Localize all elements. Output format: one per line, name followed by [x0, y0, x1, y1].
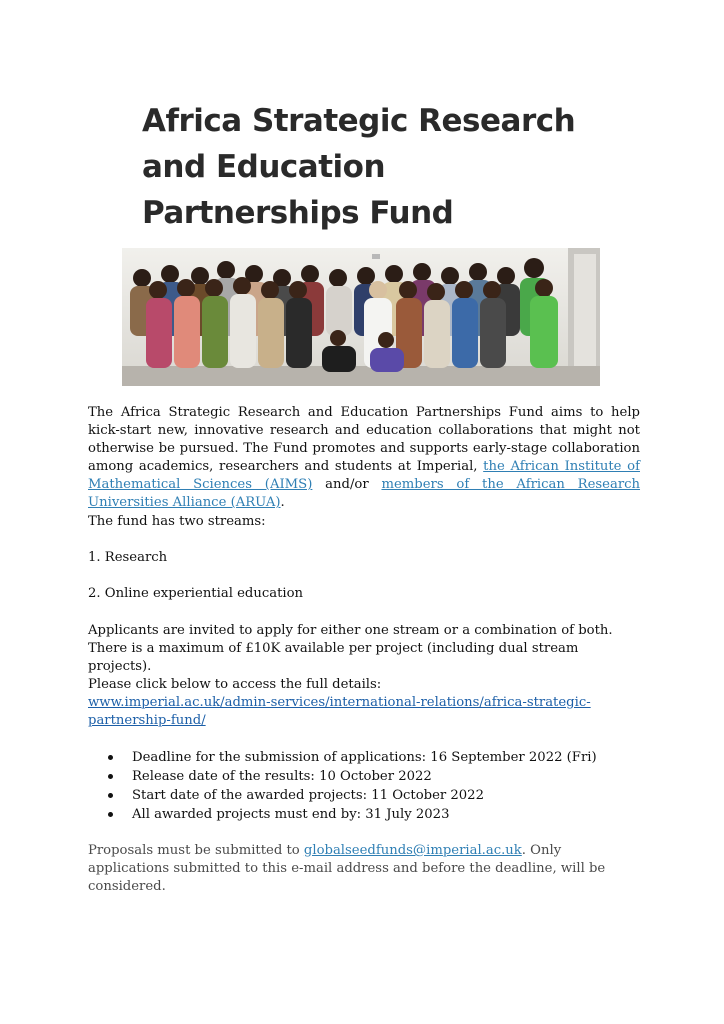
stream-item-online-education-text: 2. Online experiential education — [88, 586, 304, 601]
details-prompt: Please click below to access the full details: — [88, 677, 382, 692]
dates-list — [104, 748, 644, 824]
deadline-text: Deadline for the submission of applications: 16 September 2022 (Fri) — [132, 750, 597, 765]
group-photo-image — [122, 248, 600, 386]
bullet-icon — [108, 774, 113, 779]
page-title — [142, 98, 622, 236]
proposals-paragraph — [88, 842, 640, 896]
bullet-icon — [108, 755, 113, 760]
intro-text-end: . — [280, 495, 285, 510]
stream-item-research — [88, 549, 640, 567]
start-date-text: Start date of the awarded projects: 11 October 2022 — [132, 788, 484, 803]
apply-text: Applicants are invited to apply for either one stream or a combination of both. There is a maximum of £10K available per project (including dual stream projects). — [88, 623, 613, 674]
title-line-3: Partnerships Fund — [142, 195, 454, 231]
intro-paragraph — [88, 404, 640, 512]
intro-text-middle: and/or — [312, 477, 382, 492]
stream-item-online-education — [88, 585, 640, 603]
proposals-text-start: Proposals must be submitted to — [88, 843, 304, 858]
end-date-text: All awarded projects must end by: 31 July 2023 — [132, 807, 450, 822]
results-date-text: Release date of the results: 10 October 2022 — [132, 769, 432, 784]
arua-link[interactable]: members of the African Research Universities Alliance (ARUA) — [88, 477, 641, 510]
list-item — [104, 805, 644, 824]
apply-paragraph — [88, 622, 640, 676]
details-paragraph — [88, 676, 640, 730]
aims-link[interactable]: the African Institute of Mathematical Sciences (AIMS) — [88, 459, 640, 492]
list-item — [104, 786, 644, 805]
title-line-1: Africa Strategic Research — [142, 103, 576, 139]
proposals-text-end: . Only applications submitted to this e-mail address and before the deadline, will be considered. — [88, 843, 606, 894]
details-url-link[interactable]: www.imperial.ac.uk/admin-services/international-relations/africa-strategic-partnership-fund/ — [88, 695, 591, 728]
bullet-icon — [108, 812, 113, 817]
streams-intro — [88, 513, 640, 531]
list-item — [104, 767, 644, 786]
streams-intro-text: The fund has two streams: — [88, 514, 266, 529]
email-link[interactable]: globalseedfunds@imperial.ac.uk — [303, 843, 522, 858]
intro-text-start: The Africa Strategic Research and Education Partnerships Fund aims to help kick-start new, innovative research and education collaborations that might not otherwise be pursued. The Fund promotes and supports early-stage collaboration among academics, researchers and students at Imperial, — [88, 405, 640, 474]
bullet-icon — [108, 793, 113, 798]
stream-item-research-text: 1. Research — [88, 550, 168, 565]
title-line-2: and Education — [142, 149, 386, 185]
list-item — [104, 748, 644, 767]
group-photo — [122, 248, 600, 386]
